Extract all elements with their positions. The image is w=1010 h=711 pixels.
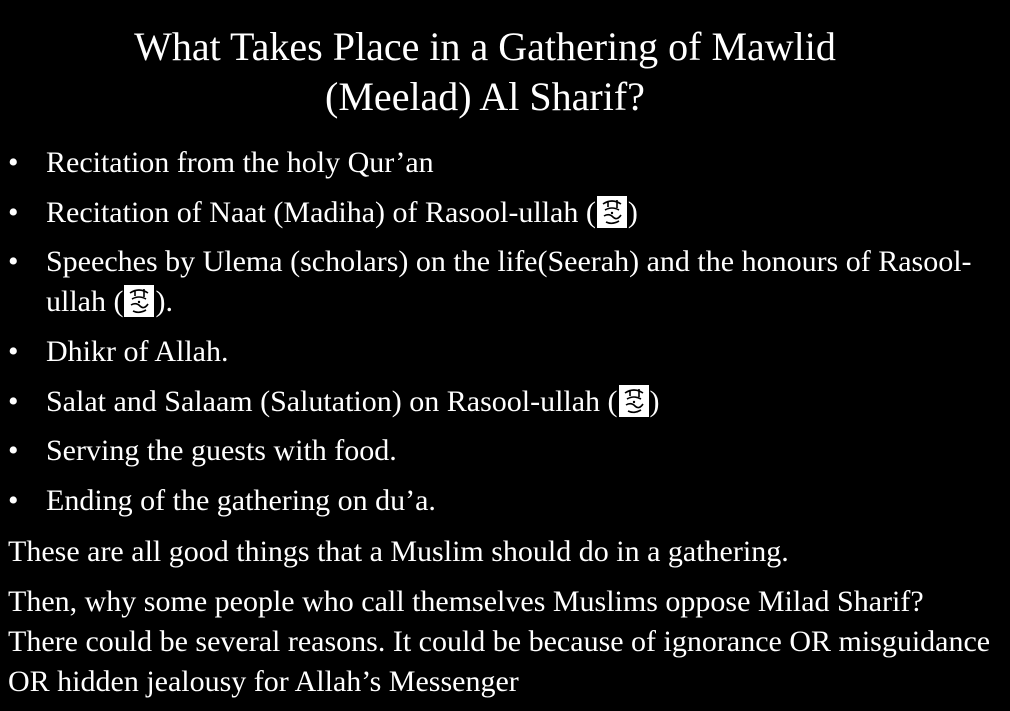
bullet-item: [0, 193, 1000, 233]
slide-title-line-2: (Meelad) Al Sharif?: [325, 74, 645, 119]
salawat-calligraphy-icon: [619, 385, 649, 417]
bullet-list: [0, 143, 1000, 531]
bullet-item: [0, 382, 1000, 422]
salawat-calligraphy-icon: [597, 196, 627, 228]
slide-title: [0, 22, 970, 122]
slide-title-line-1: What Takes Place in a Gathering of Mawlid: [134, 24, 836, 69]
bullet-item: [0, 481, 1000, 521]
bullet-text: Dhikr of Allah.: [46, 335, 229, 369]
bullet-text-suffix: ): [649, 384, 660, 418]
bullet-text: Recitation of Naat (Madiha) of Rasool-ullah (: [46, 195, 596, 229]
paragraph-question: Then, why some people who call themselves Muslims oppose Milad Sharif? There could be several reasons. It could be because of ignorance OR misguidance OR hidden jealousy for Allah’s Messenger: [8, 585, 991, 698]
bullet-item: [0, 431, 1000, 471]
bullet-text: Speeches by Ulema (scholars) on the life(Seerah) and the honours of Rasool-ullah (: [46, 245, 972, 319]
bullet-text: Serving the guests with food.: [46, 434, 397, 468]
bullet-item: [0, 332, 1000, 372]
paragraph-good-things: These are all good things that a Muslim should do in a gathering.: [8, 535, 789, 568]
bullet-item: [0, 242, 1000, 322]
bullet-text: Recitation from the holy Qur’an: [46, 146, 434, 179]
bullet-text: Ending of the gathering on du’a.: [46, 484, 436, 518]
bullet-text: Salat and Salaam (Salutation) on Rasool-ullah (: [46, 384, 618, 418]
salawat-calligraphy-icon: [124, 285, 154, 317]
bullet-text-suffix: ).: [155, 285, 173, 319]
bullet-text-suffix: ): [627, 195, 638, 229]
bullet-item: [0, 143, 1000, 183]
